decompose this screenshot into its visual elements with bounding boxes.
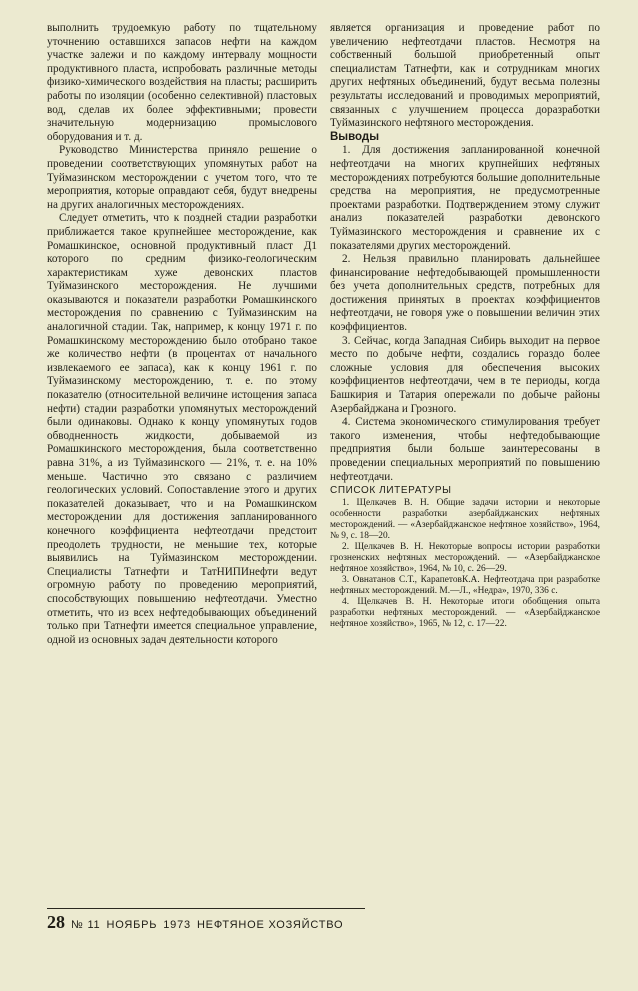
references-list [330, 498, 600, 630]
conclusion-3: 3. Сейчас, когда Западная Сибирь выходит на первое место по добыче нефти, создались гораздо более сложные условия для обеспечения высоких коэффициентов нефтеотдачи, чем в те периоды, когда Башкирия и Татария опережали по добыче районы Азербайджана и Грозного. [330, 334, 600, 415]
reference-item: 3. Овнатанов С.Т., КарапетовК.А. Нефтеотдача при разработке нефтяных месторождений. М.—Л., «Недра», 1970, 336 с. [330, 574, 600, 596]
paragraph-2: Руководство Министерства приняло решение о проведении соответствующих упомянутых работ на Туймазинском месторождении с учетом того, что те мероприятия, которые оправдают себя, будут внедрены на других аналогичных месторождениях. [47, 144, 317, 211]
references-heading: СПИСОК ЛИТЕРАТУРЫ [330, 485, 452, 497]
journal-title: НЕФТЯНОЕ ХОЗЯЙСТВО [196, 919, 344, 931]
conclusion-2: 2. Нельзя правильно планировать дальнейшее финансирование нефтедобывающей промышленности без учета дополнительных средств, потребных для достижения принятых в проектах коэффициентов нефтеотдачи, не говоря уже о повышении величин этих коэффициентов. [330, 253, 600, 334]
footer-rule [47, 908, 365, 909]
conclusion-4: 4. Система экономического стимулирования требует такого изменения, чтобы нефтедобывающие предприятия были больше заинтересованы в проведении специальных мероприятий по повышению нефтеотдачи. [330, 416, 600, 483]
reference-item: 2. Щелкачев В. Н. Некоторые вопросы истории разработки грозненских нефтяных месторождений. — «Азербайджанское нефтяное хозяйство», 1964, № 10, с. 26—29. [330, 541, 600, 574]
left-column [47, 22, 317, 647]
issue-month: НОЯБРЬ [106, 919, 158, 931]
conclusion-1: 1. Для достижения запланированной конечной нефтеотдачи на многих крупнейших нефтяных месторождениях потребуются большие дополнительные средства на мероприятия, не предусмотренные проектами разработки. Подтверждением этому служит анализ показателей разработки девонского Туймазинского месторождения и сравнение их с показателями других месторождений. [330, 144, 600, 252]
page-number: 28 [47, 912, 65, 932]
paragraph-3: Следует отметить, что к поздней стадии разработки приближается такое крупнейшее месторождение, как Ромашкинское, основной продуктивный пласт Д1 которого по средним физико-геологическим характеристикам хуже девонских пластов Туймазинского месторождения. Не лучшими оказываются и показатели разработки Ромашкинского месторождения по сравнению с Туймазинским на аналогичной стадии. Так, например, к концу 1971 г. по Ромашкинскому месторождению было отобрано такое же количество нефти (в процентах от начального извлекаемого ее запаса), как к концу 1961 г. по Туймазинскому месторождению, т. е. по этому показателю (относительной величине истощения запаса нефти) стадии разработки упомянутых месторождений были одинаковы. Однако к концу упомянутых годов обводненность жидкости, добываемой из Ромашкинского месторождения, была соответственно равна 31%, а из Туймазинского — 21%, т. е. на 10% меньше. Частично это связано с различием геологических условий. Сопоставление этого и других показателей доказывает, что и на Ромашкинском месторождении для достижения запланированного конечного коэффициента нефтеотдачи предстоит преодолеть трудности, не меньшие тех, которые выявились на Туймазинском месторождении. Специалисты Татнефти и ТатНИПИнефти ведут огромную работу по проведению мероприятий, способствующих повышению нефтеотдачи. Уместно отметить, что из всех нефтедобывающих объединений только при Татнефти имеется специальное управление, одной из основных задач деятельности которого [47, 212, 317, 646]
issue-year: 1973 [163, 919, 191, 931]
paragraph-continuation: является организация и проведение работ по увеличению нефтеотдачи пластов. Несмотря на собственный большой приобретенный опыт специалистам Татнефти, как и сотрудникам многих других нефтяных объединений, будут весьма полезны результаты исследований и проводимых мероприятий, связанных с улучшением процесса доразработки Туймазинского нефтяного месторождения. [330, 22, 600, 130]
reference-item: 1. Щелкачев В. Н. Общие задачи истории и некоторые особенности разработки азербайджанских нефтяных месторождений. — «Азербайджанское нефтяное хозяйство», 1964, № 9, с. 18—20. [330, 497, 600, 541]
conclusions-heading: Выводы [330, 130, 380, 143]
right-column [330, 22, 600, 630]
reference-item: 4. Щелкачев В. Н. Некоторые итоги обобщения опыта разработки нефтяных месторождений. — «Азербайджанское нефтяное хозяйство», 1965, № 12, с. 17—22. [330, 596, 600, 629]
issue-number: № 11 [71, 919, 101, 931]
page-footer [47, 912, 349, 933]
paragraph-1: выполнить трудоемкую работу по тщательному уточнению оставшихся запасов нефти на каждом участке залежи и по каждому интервалу мощности продуктивного пласта, испробовать различные методы физико-химического воздействия на пласты; расширить работы по изоляции (особенно селективной) пластовых вод, сделав их более эффективными; провести значительную модернизацию промыслового оборудования и т. д. [47, 22, 317, 143]
